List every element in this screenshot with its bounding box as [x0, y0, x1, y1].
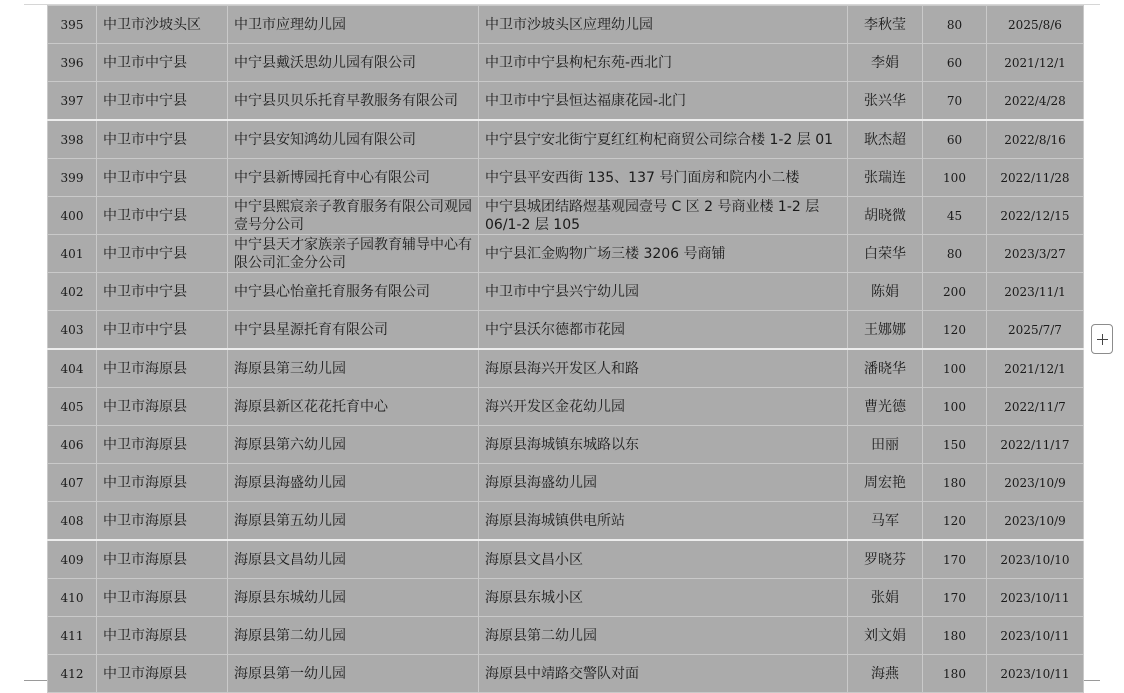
date-cell: 2023/10/11	[987, 655, 1084, 693]
institution-name-cell: 中宁县贝贝乐托育早教服务有限公司	[228, 82, 479, 121]
table-row	[48, 579, 1084, 617]
table-row	[48, 44, 1084, 82]
institution-name-cell: 海原县新区花花托育中心	[228, 388, 479, 426]
capacity-cell: 100	[923, 159, 987, 197]
date-cell: 2025/7/7	[987, 311, 1084, 350]
district-cell: 中卫市中宁县	[97, 120, 228, 159]
row-number: 400	[48, 197, 97, 235]
table-body	[48, 6, 1084, 693]
capacity-cell: 120	[923, 502, 987, 541]
district-cell: 中卫市海原县	[97, 464, 228, 502]
date-cell: 2021/12/1	[987, 349, 1084, 388]
table-row	[48, 311, 1084, 350]
address-cell: 海兴开发区金花幼儿园	[479, 388, 848, 426]
district-cell: 中卫市中宁县	[97, 273, 228, 311]
table-row	[48, 617, 1084, 655]
row-number: 399	[48, 159, 97, 197]
add-row-button[interactable]	[1091, 324, 1113, 354]
date-cell: 2023/10/11	[987, 617, 1084, 655]
row-number: 408	[48, 502, 97, 541]
table-row	[48, 388, 1084, 426]
institution-name-cell: 海原县第一幼儿园	[228, 655, 479, 693]
row-number: 404	[48, 349, 97, 388]
date-cell: 2022/4/28	[987, 82, 1084, 121]
institution-name-cell: 中宁县安知鸿幼儿园有限公司	[228, 120, 479, 159]
date-cell: 2023/3/27	[987, 235, 1084, 273]
table-row	[48, 540, 1084, 579]
contact-person-cell: 张瑞连	[848, 159, 923, 197]
row-number: 402	[48, 273, 97, 311]
institution-name-cell: 中宁县天才家族亲子园教育辅导中心有限公司汇金分公司	[228, 235, 479, 273]
contact-person-cell: 周宏艳	[848, 464, 923, 502]
capacity-cell: 60	[923, 120, 987, 159]
capacity-cell: 200	[923, 273, 987, 311]
date-cell: 2023/11/1	[987, 273, 1084, 311]
capacity-cell: 100	[923, 388, 987, 426]
district-cell: 中卫市中宁县	[97, 159, 228, 197]
contact-person-cell: 田丽	[848, 426, 923, 464]
address-cell: 中宁县沃尔德都市花园	[479, 311, 848, 350]
district-cell: 中卫市海原县	[97, 426, 228, 464]
contact-person-cell: 李秋莹	[848, 6, 923, 44]
contact-person-cell: 李娟	[848, 44, 923, 82]
district-cell: 中卫市中宁县	[97, 311, 228, 350]
institution-name-cell: 海原县第五幼儿园	[228, 502, 479, 541]
contact-person-cell: 胡晓微	[848, 197, 923, 235]
district-cell: 中卫市中宁县	[97, 44, 228, 82]
district-cell: 中卫市海原县	[97, 655, 228, 693]
row-number: 412	[48, 655, 97, 693]
address-cell: 海原县海兴开发区人和路	[479, 349, 848, 388]
institution-name-cell: 海原县海盛幼儿园	[228, 464, 479, 502]
capacity-cell: 150	[923, 426, 987, 464]
date-cell: 2022/11/17	[987, 426, 1084, 464]
address-cell: 中卫市沙坡头区应理幼儿园	[479, 6, 848, 44]
date-cell: 2022/8/16	[987, 120, 1084, 159]
institution-name-cell: 中卫市应理幼儿园	[228, 6, 479, 44]
contact-person-cell: 张兴华	[848, 82, 923, 121]
date-cell: 2023/10/9	[987, 502, 1084, 541]
address-cell: 中卫市中宁县枸杞东苑-西北门	[479, 44, 848, 82]
address-cell: 中宁县汇金购物广场三楼 3206 号商铺	[479, 235, 848, 273]
address-cell: 海原县文昌小区	[479, 540, 848, 579]
address-cell: 海原县第二幼儿园	[479, 617, 848, 655]
row-number: 410	[48, 579, 97, 617]
row-number: 411	[48, 617, 97, 655]
table-row	[48, 197, 1084, 235]
capacity-cell: 45	[923, 197, 987, 235]
district-cell: 中卫市中宁县	[97, 82, 228, 121]
institution-name-cell: 中宁县新博园托育中心有限公司	[228, 159, 479, 197]
date-cell: 2023/10/10	[987, 540, 1084, 579]
table-row	[48, 120, 1084, 159]
contact-person-cell: 白荣华	[848, 235, 923, 273]
capacity-cell: 170	[923, 540, 987, 579]
district-cell: 中卫市海原县	[97, 540, 228, 579]
contact-person-cell: 王娜娜	[848, 311, 923, 350]
contact-person-cell: 罗晓芬	[848, 540, 923, 579]
row-number: 396	[48, 44, 97, 82]
address-cell: 海原县海城镇供电所站	[479, 502, 848, 541]
table-row	[48, 349, 1084, 388]
institution-name-cell: 海原县第二幼儿园	[228, 617, 479, 655]
date-cell: 2023/10/9	[987, 464, 1084, 502]
table-row	[48, 273, 1084, 311]
capacity-cell: 180	[923, 464, 987, 502]
district-cell: 中卫市海原县	[97, 388, 228, 426]
table-row	[48, 655, 1084, 693]
row-number: 409	[48, 540, 97, 579]
institution-name-cell: 海原县第六幼儿园	[228, 426, 479, 464]
address-cell: 中宁县城团结路煜基观园壹号 C 区 2 号商业楼 1-2 层 06/1-2 层 105	[479, 197, 848, 235]
row-number: 407	[48, 464, 97, 502]
institution-name-cell: 中宁县戴沃思幼儿园有限公司	[228, 44, 479, 82]
district-cell: 中卫市沙坡头区	[97, 6, 228, 44]
row-number: 401	[48, 235, 97, 273]
institution-name-cell: 海原县第三幼儿园	[228, 349, 479, 388]
institution-name-cell: 海原县文昌幼儿园	[228, 540, 479, 579]
capacity-cell: 70	[923, 82, 987, 121]
district-cell: 中卫市海原县	[97, 579, 228, 617]
table-row	[48, 6, 1084, 44]
address-cell: 海原县东城小区	[479, 579, 848, 617]
table-row	[48, 464, 1084, 502]
date-cell: 2022/12/15	[987, 197, 1084, 235]
row-number: 395	[48, 6, 97, 44]
address-cell: 中卫市中宁县兴宁幼儿园	[479, 273, 848, 311]
table-row	[48, 235, 1084, 273]
capacity-cell: 80	[923, 6, 987, 44]
capacity-cell: 80	[923, 235, 987, 273]
contact-person-cell: 张娟	[848, 579, 923, 617]
district-cell: 中卫市中宁县	[97, 235, 228, 273]
capacity-cell: 180	[923, 617, 987, 655]
address-cell: 中宁县平安西街 135、137 号门面房和院内小二楼	[479, 159, 848, 197]
district-cell: 中卫市中宁县	[97, 197, 228, 235]
capacity-cell: 100	[923, 349, 987, 388]
table-row	[48, 82, 1084, 121]
contact-person-cell: 刘文娟	[848, 617, 923, 655]
institution-name-cell: 海原县东城幼儿园	[228, 579, 479, 617]
institution-name-cell: 中宁县星源托育有限公司	[228, 311, 479, 350]
table-row	[48, 426, 1084, 464]
date-cell: 2022/11/7	[987, 388, 1084, 426]
capacity-cell: 170	[923, 579, 987, 617]
capacity-cell: 120	[923, 311, 987, 350]
district-cell: 中卫市海原县	[97, 617, 228, 655]
capacity-cell: 180	[923, 655, 987, 693]
page-corner-mark	[24, 680, 48, 681]
address-cell: 中卫市中宁县恒达福康花园-北门	[479, 82, 848, 121]
date-cell: 2023/10/11	[987, 579, 1084, 617]
contact-person-cell: 潘晓华	[848, 349, 923, 388]
row-number: 398	[48, 120, 97, 159]
date-cell: 2025/8/6	[987, 6, 1084, 44]
capacity-cell: 60	[923, 44, 987, 82]
institution-name-cell: 中宁县熙宸亲子教育服务有限公司观园壹号分公司	[228, 197, 479, 235]
table-row	[48, 159, 1084, 197]
contact-person-cell: 马军	[848, 502, 923, 541]
kindergarten-table	[47, 5, 1084, 693]
table-row	[48, 502, 1084, 541]
address-cell: 海原县海盛幼儿园	[479, 464, 848, 502]
date-cell: 2022/11/28	[987, 159, 1084, 197]
row-number: 403	[48, 311, 97, 350]
institution-name-cell: 中宁县心怡童托育服务有限公司	[228, 273, 479, 311]
address-cell: 海原县海城镇东城路以东	[479, 426, 848, 464]
address-cell: 中宁县宁安北街宁夏红红枸杞商贸公司综合楼 1-2 层 01	[479, 120, 848, 159]
district-cell: 中卫市海原县	[97, 349, 228, 388]
row-number: 397	[48, 82, 97, 121]
contact-person-cell: 耿杰超	[848, 120, 923, 159]
address-cell: 海原县中靖路交警队对面	[479, 655, 848, 693]
row-number: 406	[48, 426, 97, 464]
contact-person-cell: 曹光德	[848, 388, 923, 426]
contact-person-cell: 陈娟	[848, 273, 923, 311]
date-cell: 2021/12/1	[987, 44, 1084, 82]
district-cell: 中卫市海原县	[97, 502, 228, 541]
contact-person-cell: 海燕	[848, 655, 923, 693]
row-number: 405	[48, 388, 97, 426]
